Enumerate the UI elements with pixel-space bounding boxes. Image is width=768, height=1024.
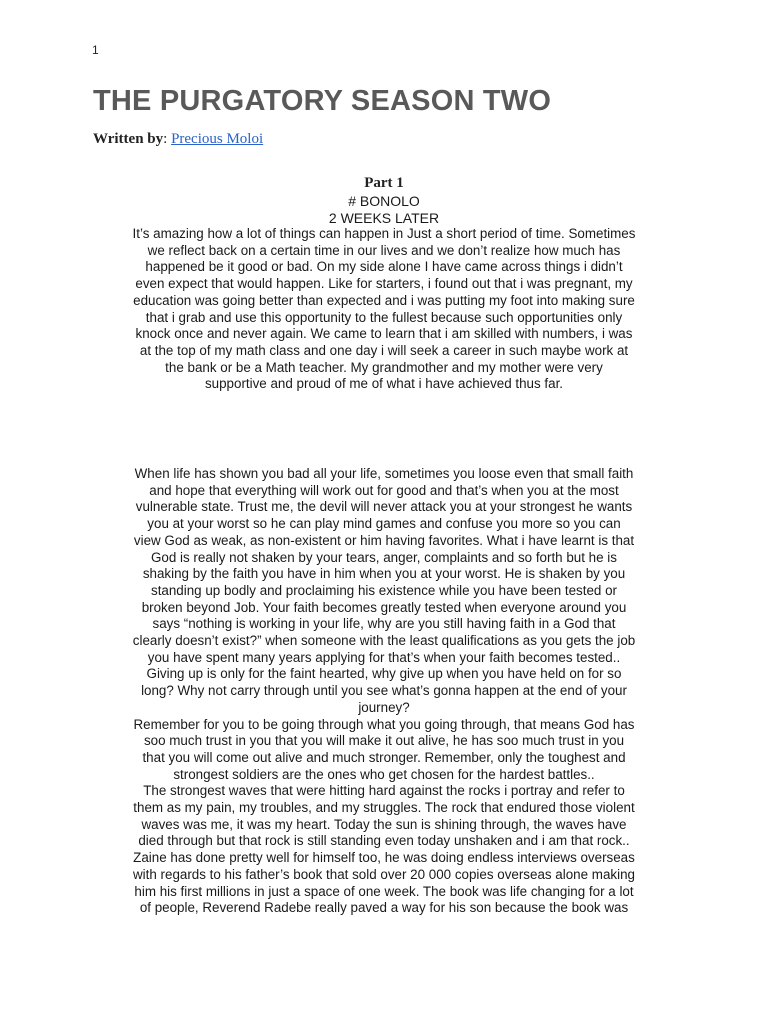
text-line: When life has shown you bad all your life, sometimes you loose even that small faith — [134, 466, 634, 481]
text-line: that you will come out alive and much stronger. Remember, only the toughest and — [142, 749, 626, 765]
byline — [93, 131, 263, 148]
text-line: journey? — [358, 699, 410, 715]
byline-label: Written by — [93, 131, 164, 147]
text-line: God is really not shaken by your tears, anger, complaints and so forth but he is — [151, 549, 617, 565]
text-line: says “nothing is working in your life, why are you still having faith in a God that — [152, 616, 616, 632]
text-line: we reflect back on a certain time in our lives and we don’t realize how much has — [147, 242, 621, 258]
text-line: with regards to his father’s book that sold over 20 000 copies overseas alone making — [133, 866, 635, 882]
text-line: clearly doesn’t exist?” when someone with the least qualifications as you gets the job — [132, 633, 636, 649]
text-line: The strongest waves that were hitting hard against the rocks i portray and refer to — [143, 783, 625, 799]
text-line: him his first millions in just a space of one week. The book was life changing for a lot — [134, 883, 634, 899]
text-line: shaking by the faith you have in him when you at your worst. He is shaken by you — [142, 566, 626, 582]
text-line: It’s amazing how a lot of things can happen in Just a short period of time. Sometimes — [132, 226, 636, 241]
text-line: vulnerable state. Trust me, the devil will never attack you at your strongest he wants — [135, 499, 633, 515]
character-heading: # BONOLO — [348, 193, 420, 209]
text-line: Remember for you to be going through what you going through, that means God has — [133, 716, 635, 732]
text-line: view God as weak, as non-existent or him having favorites. What i have learnt is that — [133, 532, 635, 548]
text-line: Giving up is only for the faint hearted, why give up when you have held on for so — [146, 666, 622, 682]
text-line: and hope that everything will work out for good and that’s when you at the most — [149, 482, 619, 498]
text-line: you at your worst so he can play mind games and confuse you more so you can — [147, 516, 621, 532]
text-line: strongest soldiers are the ones who get chosen for the hardest battles.. — [173, 766, 595, 782]
text-line: soo much trust in you that you will make it out alive, he has soo much trust in you — [143, 733, 625, 749]
text-line: you have spent many years applying for that’s when your faith becomes tested.. — [147, 649, 621, 665]
text-line: supportive and proud of me of what i have achieved thus far. — [204, 376, 564, 392]
text-line: broken beyond Job. Your faith becomes greatly tested when everyone around you — [141, 599, 627, 615]
text-line: education was going better than expected and i was putting my foot into making sure — [133, 292, 635, 308]
part-heading: Part 1 — [364, 175, 404, 191]
byline-separator: : — [163, 131, 172, 147]
text-line: them as my pain, my troubles, and my struggles. The rock that endured those violent — [133, 800, 635, 816]
author-link[interactable]: Precious Moloi — [171, 131, 264, 147]
page-number: 1 — [92, 43, 99, 57]
paragraph-1 — [90, 226, 678, 393]
time-heading: 2 WEEKS LATER — [328, 210, 440, 226]
text-line: that i grab and use this opportunity to the fullest because such opportunities only — [145, 309, 623, 325]
text-line: waves was me, it was my heart. Today the sun is shining through, the waves have — [141, 816, 627, 832]
text-line: standing up bodly and proclaiming his existence while you have been tested or — [151, 582, 617, 598]
document-title: THE PURGATORY SEASON TWO — [93, 85, 552, 117]
text-line: long? Why not carry through until you see what’s gonna happen at the end of your — [141, 683, 627, 699]
text-line: died through but that rock is still standing even today unshaken and i am that rock.. — [138, 833, 630, 849]
paragraph-2 — [90, 466, 678, 917]
text-line: knock once and never again. We came to learn that i am skilled with numbers, i was — [135, 326, 633, 342]
text-line: even expect that would happen. Like for starters, i found out that i was pregnant, my — [135, 276, 633, 292]
text-line: the bank or be a Math teacher. My grandmother and my mother were very — [165, 359, 603, 375]
text-line: at the top of my math class and one day i will seek a career in such maybe work at — [139, 342, 629, 358]
text-line: happened be it good or bad. On my side alone I have came across things i didn’t — [145, 259, 623, 275]
text-line: Zaine has done pretty well for himself too, he was doing endless interviews overseas — [133, 850, 635, 866]
text-line: of people, Reverend Radebe really paved a way for his son because the book was — [139, 900, 629, 916]
